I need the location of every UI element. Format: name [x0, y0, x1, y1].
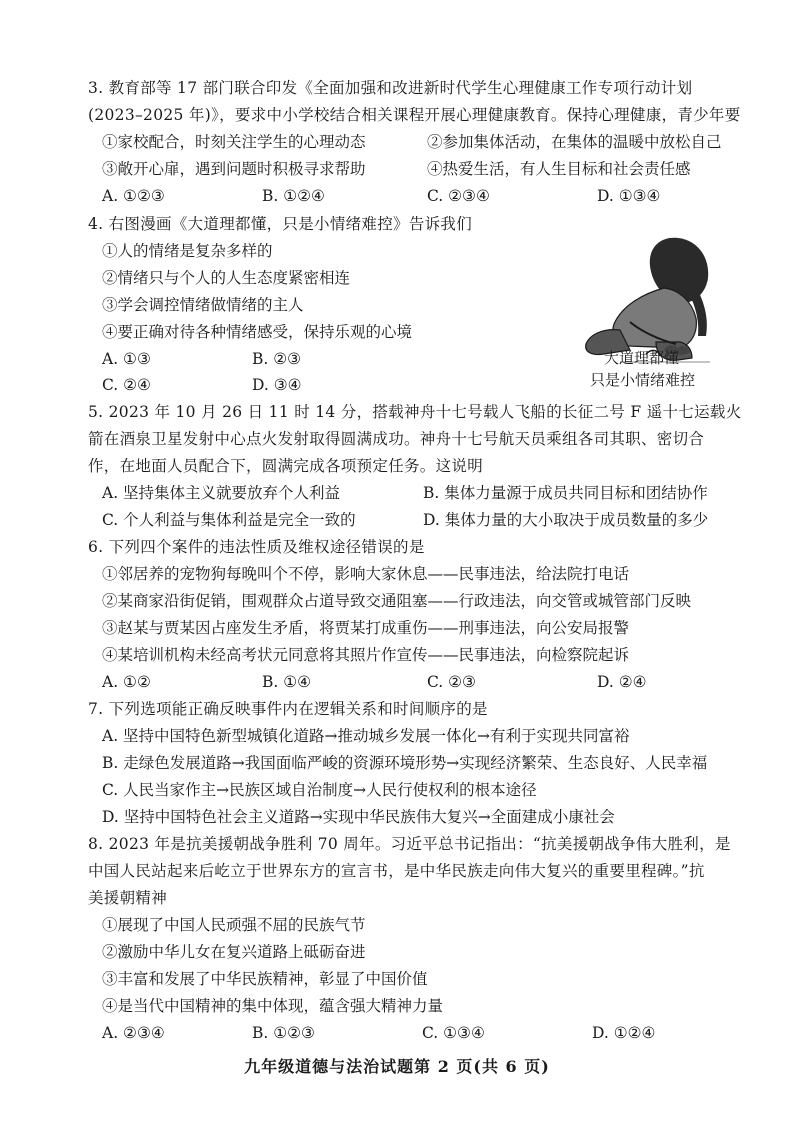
q8-option-a: A. ②③④	[102, 1024, 165, 1042]
q6-option-c: C. ②③	[427, 673, 476, 691]
q4-statement-4: ④要正确对待各种情绪感受，保持乐观的心境	[102, 323, 413, 341]
q5-option-b: B. 集体力量源于成员共同目标和团结协作	[423, 484, 708, 502]
cartoon-caption-line2: 只是小情绪难控	[590, 371, 696, 389]
q8-statement-1: ①展现了中国人民顽强不屈的民族气节	[102, 916, 366, 934]
q6-statement-1: ①邻居养的宠物狗每晚叫个不停，影响大家休息——民事违法，给法院打电话	[102, 565, 630, 583]
q4-statement-2: ②情绪只与个人的人生态度紧密相连	[102, 269, 351, 287]
q6-option-a: A. ①②	[102, 673, 151, 691]
q4-stem: 4. 右图漫画《大道理都懂，只是小情绪难控》告诉我们	[88, 215, 473, 233]
q3-stem-line2: (2023–2025 年)》，要求中小学校结合相关课程开展心理健康教育。保持心理健康，青少年要	[88, 106, 741, 124]
q8-stem-line2: 中国人民站起来后屹立于世界东方的宣言书，是中华民族走向伟大复兴的重要里程碑。”抗	[88, 862, 705, 880]
q7-option-b: B. 走绿色发展道路→我国面临严峻的资源环境形势→实现经济繁荣、生态良好、人民幸福	[102, 754, 708, 772]
q5-stem-line3: 作，在地面人员配合下，圆满完成各项预定任务。这说明	[88, 457, 484, 475]
q5-option-c: C. 个人利益与集体利益是完全一致的	[102, 511, 356, 529]
q8-option-c: C. ①③④	[422, 1024, 485, 1042]
q3-stem-line1: 3. 教育部等 17 部门联合印发《全面加强和改进新时代学生心理健康工作专项行动计划	[88, 79, 693, 97]
q3-option-c: C. ②③④	[427, 187, 490, 205]
q3-option-d: D. ①③④	[597, 187, 661, 205]
q4-option-c: C. ②④	[102, 376, 151, 394]
q4-option-b: B. ②③	[252, 350, 302, 368]
q6-statement-2: ②某商家沿街促销，围观群众占道导致交通阻塞——行政违法，向交管或城管部门反映	[102, 592, 692, 610]
q5-option-d: D. 集体力量的大小取决于成员数量的多少	[423, 511, 709, 529]
q4-statement-3: ③学会调控情绪做情绪的主人	[102, 296, 304, 314]
q8-option-d: D. ①②④	[592, 1024, 656, 1042]
q7-option-a: A. 坚持中国特色新型城镇化道路→推动城乡发展一体化→有利于实现共同富裕	[102, 727, 630, 745]
q8-stem-line1: 8. 2023 年是抗美援朝战争胜利 70 周年。习近平总书记指出：“抗美援朝战争伟大胜利，是	[88, 835, 731, 853]
q8-option-b: B. ①②③	[252, 1024, 315, 1042]
q3-option-b: B. ①②④	[262, 187, 325, 205]
q5-option-a: A. 坚持集体主义就要放弃个人利益	[102, 484, 341, 502]
q6-stem: 6. 下列四个案件的违法性质及维权途径错误的是	[88, 538, 425, 556]
q3-statement-4: ④热爱生活，有人生目标和社会责任感	[427, 160, 691, 178]
q8-statement-3: ③丰富和发展了中华民族精神，彰显了中国价值	[102, 970, 428, 988]
q4-option-a: A. ①③	[102, 350, 151, 368]
page-footer: 九年级道德与法治试题第 2 页(共 6 页)	[244, 1057, 550, 1076]
q7-option-d: D. 坚持中国特色社会主义道路→实现中华民族伟大复兴→全面建成小康社会	[102, 808, 615, 826]
q7-stem: 7. 下列选项能正确反映事件内在逻辑关系和时间顺序的是	[88, 700, 488, 718]
q3-statement-3: ③敞开心扉，遇到问题时积极寻求帮助	[102, 160, 366, 178]
q3-statement-2: ②参加集体活动，在集体的温暖中放松自己	[427, 133, 722, 151]
q8-stem-line3: 美援朝精神	[88, 889, 168, 907]
q6-option-b: B. ①④	[262, 673, 312, 691]
q6-option-d: D. ②④	[597, 673, 647, 691]
q8-statement-2: ②激励中华儿女在复兴道路上砥砺奋进	[102, 943, 366, 961]
q5-stem-line1: 5. 2023 年 10 月 26 日 11 时 14 分，搭载神舟十七号载人飞船的长征二号 F 遥十七运载火	[88, 403, 742, 421]
q3-option-a: A. ①②③	[102, 187, 165, 205]
q6-statement-3: ③赵某与贾某因占座发生矛盾，将贾某打成重伤——刑事违法，向公安局报警	[102, 619, 630, 637]
q7-option-c: C. 人民当家作主→民族区域自治制度→人民行使权利的根本途径	[102, 781, 537, 799]
q4-statement-1: ①人的情绪是复杂多样的	[102, 242, 273, 260]
q3-statement-1: ①家校配合，时刻关注学生的心理动态	[102, 133, 366, 151]
q6-statement-4: ④某培训机构未经高考状元同意将其照片作宣传——民事违法，向检察院起诉	[102, 646, 630, 664]
q4-option-d: D. ③④	[252, 376, 302, 394]
cartoon-caption-line1: 大道理都懂	[604, 349, 680, 367]
q5-stem-line2: 箭在酒泉卫星发射中心点火发射取得圆满成功。神舟十七号航天员乘组各司其职、密切合	[88, 430, 705, 448]
q8-statement-4: ④是当代中国精神的集中体现，蕴含强大精神力量	[102, 997, 444, 1015]
